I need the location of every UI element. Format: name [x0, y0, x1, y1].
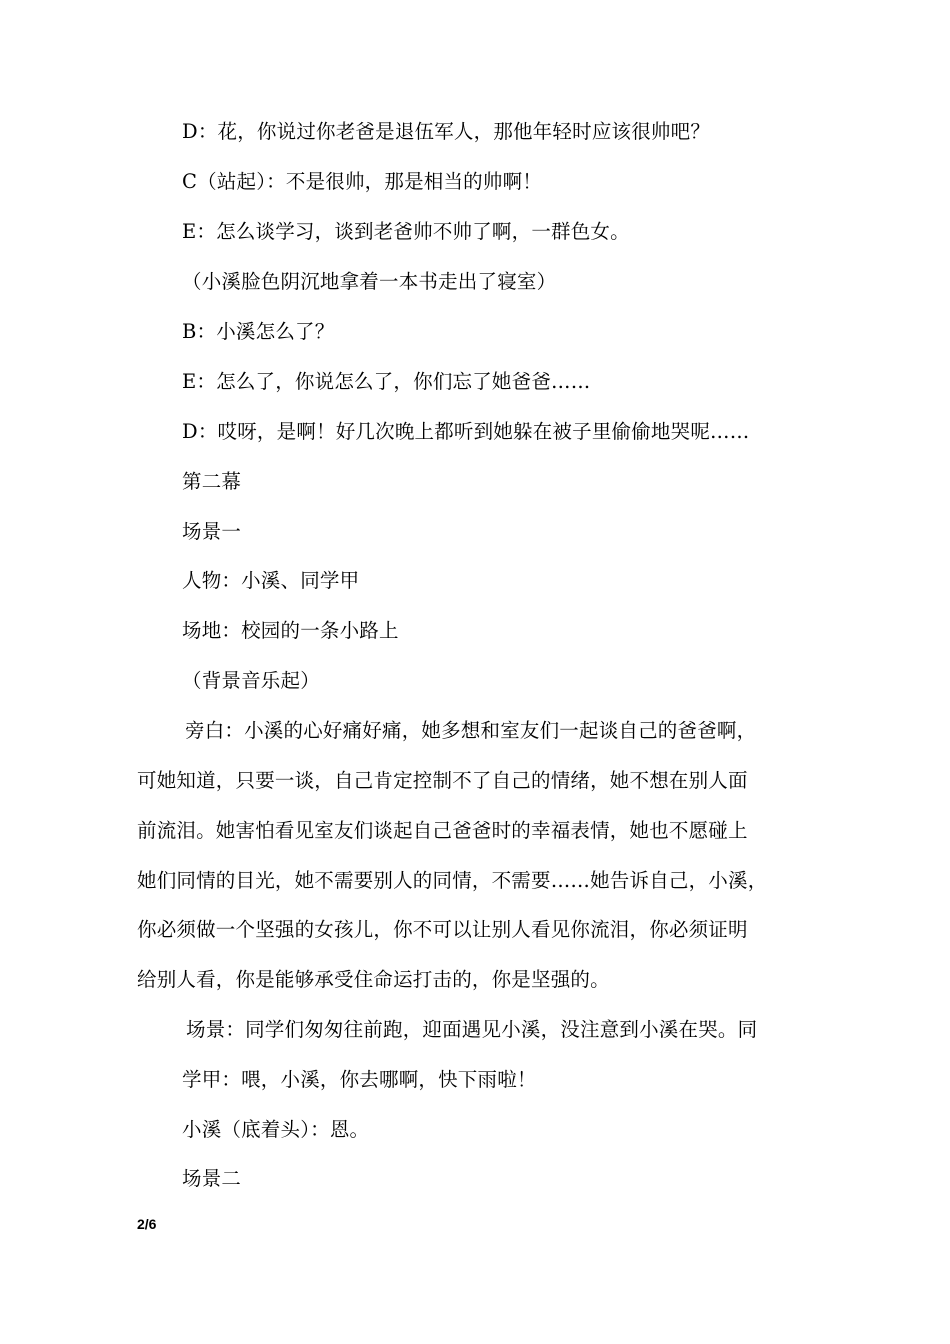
location-line: 场地：校园的一条小路上	[182, 619, 399, 642]
dialogue-line-e-1: E：怎么谈学习，谈到老爸帅不帅了啊，一群色女。	[182, 220, 630, 243]
stage-direction: （小溪脸色阴沉地拿着一本书走出了寝室）	[182, 270, 557, 293]
music-cue: （背景音乐起）	[182, 669, 320, 692]
dialogue-line-xiaoxi: 小溪（底着头）：恩。	[182, 1118, 370, 1141]
dialogue-line-b-1: B：小溪怎么了？	[182, 320, 335, 343]
scene-heading-1: 场景一	[182, 520, 242, 543]
narration-line-4: 她们同情的目光，她不需要别人的同情，不需要……她告诉自己，小溪，	[137, 869, 768, 892]
narration-line-2: 可她知道，只要一谈，自己肯定控制不了自己的情绪，她不想在别人面	[137, 769, 748, 792]
scene-description-line-2: 学甲：喂，小溪，你去哪啊，快下雨啦！	[182, 1068, 537, 1091]
narration-line-3: 前流泪。她害怕看见室友们谈起自己爸爸时的幸福表情，她也不愿碰上	[137, 819, 748, 842]
scene-description-line-1: 场景：同学们匆匆往前跑，迎面遇见小溪，没注意到小溪在哭。同	[186, 1018, 758, 1041]
act-heading: 第二幕	[182, 470, 242, 493]
narration-line-5: 你必须做一个坚强的女孩儿，你不可以让别人看见你流泪，你必须证明	[137, 918, 748, 941]
dialogue-line-c-1: C（站起）：不是很帅，那是相当的帅啊！	[182, 170, 542, 193]
narration-line-1: 旁白：小溪的心好痛好痛，她多想和室友们一起谈自己的爸爸啊，	[185, 719, 757, 742]
dialogue-line-d-1: D：花，你说过你老爸是退伍军人，那他年轻时应该很帅吧？	[182, 120, 711, 143]
narration-line-6: 给别人看，你是能够承受住命运打击的，你是坚强的。	[137, 968, 610, 991]
page-number: 2/6	[137, 1216, 157, 1232]
characters-line: 人物：小溪、同学甲	[182, 569, 360, 592]
dialogue-line-d-2: D：哎呀，是啊！好几次晚上都听到她躲在被子里偷偷地哭呢……	[182, 420, 750, 443]
scene-heading-2: 场景二	[182, 1167, 242, 1190]
dialogue-line-e-2: E：怎么了，你说怎么了，你们忘了她爸爸……	[182, 370, 591, 393]
